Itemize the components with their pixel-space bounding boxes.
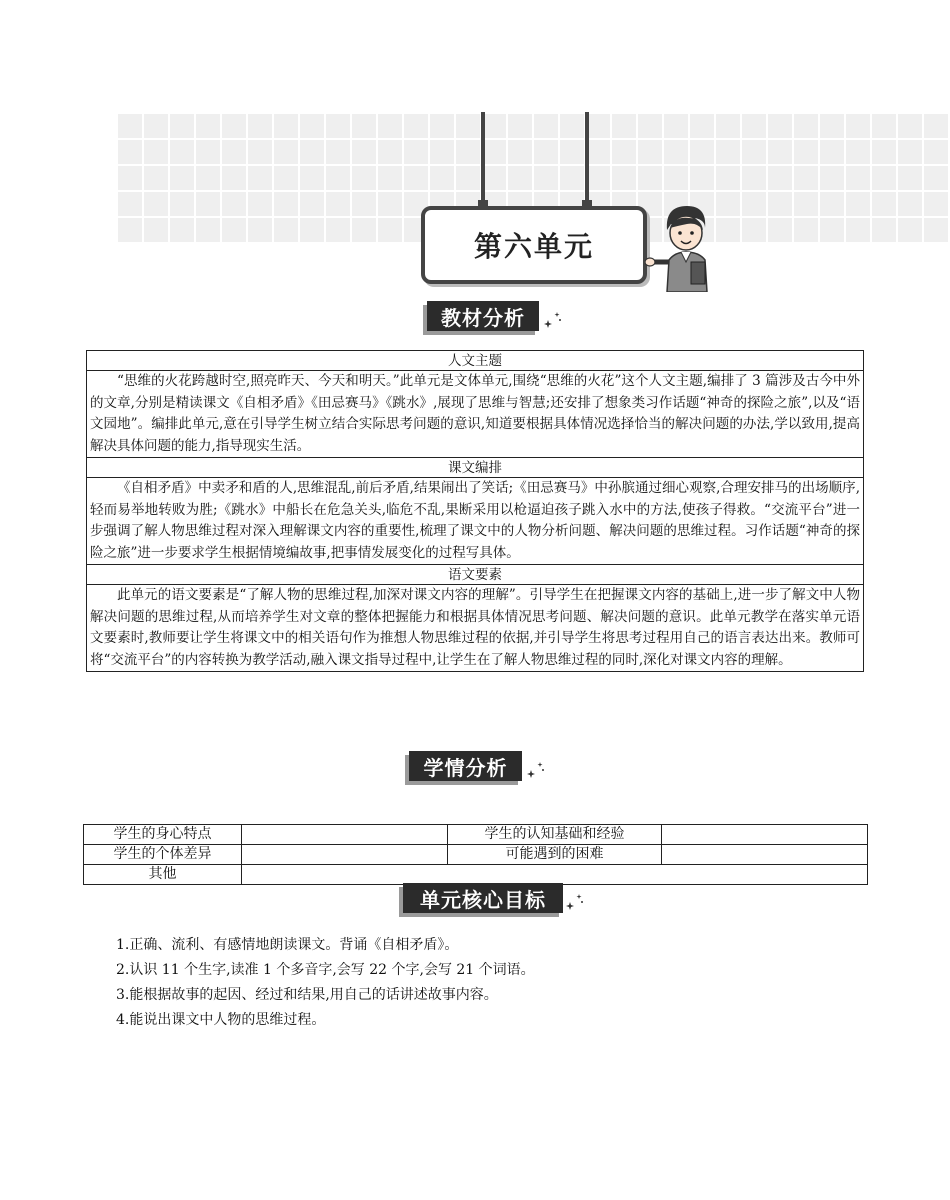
table-row [84, 865, 868, 885]
table-value-cell[interactable] [662, 845, 868, 865]
table-row [87, 351, 864, 371]
table-row [84, 825, 868, 845]
hanging-rod-left [481, 112, 485, 204]
teacher-illustration-icon [645, 200, 723, 292]
student-analysis-table [83, 824, 868, 885]
table-body-cell: 此单元的语文要素是“了解人物的思维过程,加深对课文内容的理解”。引导学生在把握课文内容的基础上,进一步了解文中人物解决问题的思维过程,从而培养学生对文章的整体把握能力和根据具体情况思考问题、解决问题的意识。此单元教学在落实单元语文要素时,教师要让学生将课文中的相关语句作为推想人物思维过程的依据,并引导学生将思考过程用自己的语言表达出来。教师可将“交流平台”的内容转换为教学活动,融入课文指导过程中,让学生在了解人物思维过程的同时,深化对课文内容的理解。 [87, 585, 864, 672]
table-row [87, 371, 864, 458]
table-body-cell: 《自相矛盾》中卖矛和盾的人,思维混乱,前后矛盾,结果闹出了笑话;《田忌赛马》中孙膑通过细心观察,合理安排马的出场顺序,轻而易举地转败为胜;《跳水》中船长在危急关头,临危不乱,果断采用以枪逼迫孩子跳入水中的方法,使孩子得救。“交流平台”进一步强调了解人物思维过程对深入理解课文内容的重要性,梳理了课文中的人物分析问题、解决问题的思维过程。习作话题“神奇的探险之旅”进一步要求学生根据情境编故事,把事情发展变化的过程写具体。 [87, 478, 864, 565]
unit-title-board [421, 206, 647, 284]
sparkle-icon [542, 310, 564, 332]
section-heading-material-analysis [427, 301, 539, 331]
unit-title: 第六单元 [473, 230, 594, 263]
table-body-cell: “思维的火花跨越时空,照亮昨天、今天和明天。”此单元是文体单元,围绕“思维的火花”这个人文主题,编排了 3 篇涉及古今中外的文章,分别是精读课文《自相矛盾》《田忌赛马》《跳水》,展现了思维与智慧;还安排了想象类习作话题“神奇的探险之旅”,以及“语文园地”。编排此单元,意在引导学生树立结合实际思考问题的意识,知道要根据具体情况选择恰当的解决问题的办法,学以致用,提高解决具体问题的能力,指导现实生活。 [87, 371, 864, 458]
list-item: 1.正确、流利、有感情地朗读课文。背诵《自相矛盾》。 [116, 937, 459, 953]
hanging-rod-right [585, 112, 589, 204]
material-analysis-table [86, 350, 864, 672]
table-header-cell: 语文要素 [87, 565, 864, 585]
section-heading-label: 学情分析 [423, 755, 508, 780]
table-label-cell: 学生的认知基础和经验 [448, 825, 662, 845]
table-row [87, 458, 864, 478]
table-header-cell: 人文主题 [87, 351, 864, 371]
table-header-cell: 课文编排 [87, 458, 864, 478]
list-item: 4.能说出课文中人物的思维过程。 [116, 1012, 326, 1028]
table-row [87, 585, 864, 672]
table-label-cell: 学生的身心特点 [84, 825, 242, 845]
section-heading-core-goals [403, 883, 563, 913]
section-heading-label: 单元核心目标 [420, 887, 546, 912]
table-label-cell: 其他 [84, 865, 242, 885]
table-row [87, 565, 864, 585]
sparkle-icon [525, 760, 547, 782]
table-label-cell: 可能遇到的困难 [448, 845, 662, 865]
core-goals-list [116, 933, 535, 1033]
section-heading-student-analysis [409, 751, 522, 781]
table-value-cell[interactable] [662, 825, 868, 845]
section-heading-label: 教材分析 [441, 305, 525, 330]
table-value-cell[interactable] [242, 845, 448, 865]
table-label-cell: 学生的个体差异 [84, 845, 242, 865]
sparkle-icon [564, 892, 586, 914]
table-row [87, 478, 864, 565]
list-item: 2.认识 11 个生字,读准 1 个多音字,会写 22 个字,会写 21 个词语。 [116, 962, 535, 978]
table-value-cell[interactable] [242, 865, 868, 885]
list-item: 3.能根据故事的起因、经过和结果,用自己的话讲述故事内容。 [116, 987, 498, 1003]
table-row [84, 845, 868, 865]
table-value-cell[interactable] [242, 825, 448, 845]
